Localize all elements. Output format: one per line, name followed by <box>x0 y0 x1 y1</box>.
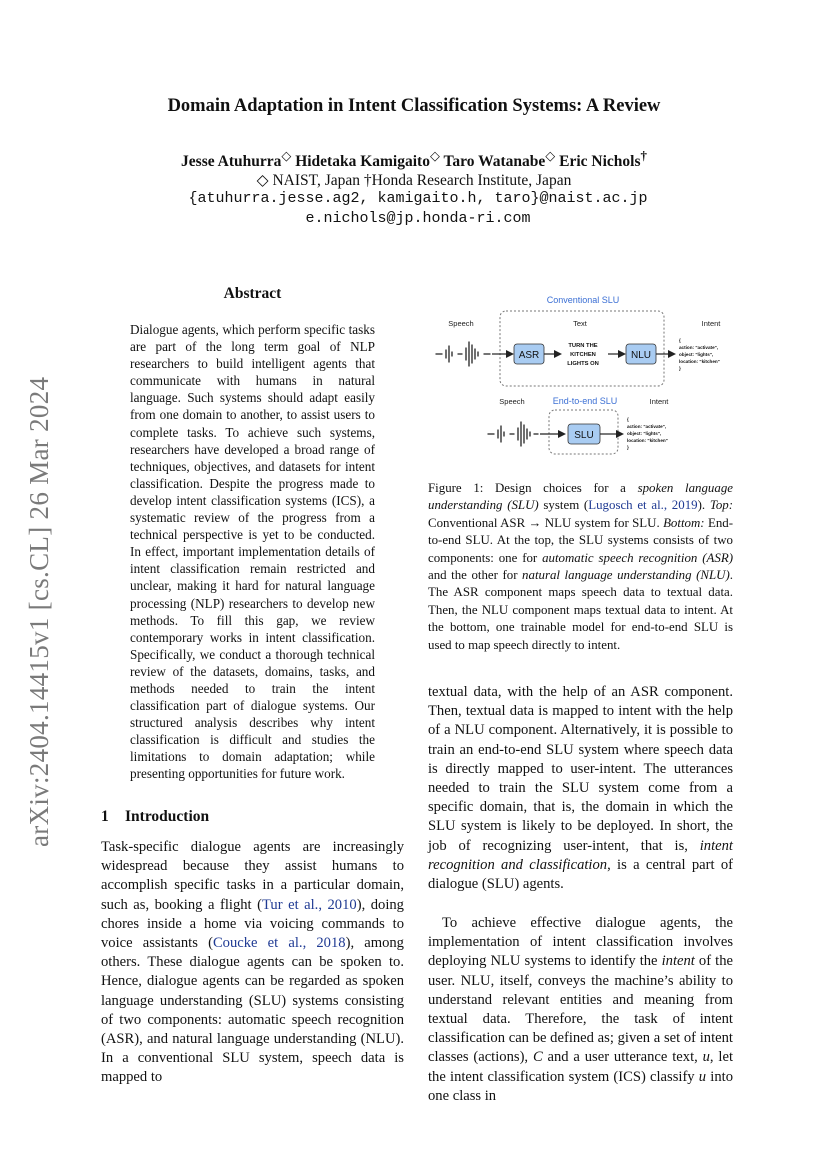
figure-caption: Figure 1: Design choices for a spoken language understanding (SLU) system (Lugosch et al., 2019). Top: Conventional ASR → NLU system for SLU. Bottom: End-to-end SLU. At the top, the SLU systems consists of two components: one for automatic speech recognition (ASR) and the other for natural language understanding (NLU). The ASR component maps speech data to textual data. Then, the NLU component maps textual data to intent. At the bottom, one trainable model for end-to-end SLU is used to map speech directly to intent. <box>428 481 733 652</box>
author-list: Jesse Atuhurra◇ Hidetaka Kamigaito◇ Taro Watanabe◇ Eric Nichols† <box>181 148 647 171</box>
intent-label: Intent <box>649 397 669 406</box>
arrow-icon <box>608 350 626 358</box>
arrow-icon <box>492 350 514 358</box>
section-heading: 1 Introduction <box>101 808 210 825</box>
e2e-slu-label: End-to-end SLU <box>552 396 618 406</box>
conventional-slu-label: Conventional SLU <box>546 295 620 305</box>
email-line: {atuhurra.jesse.ag2, kamigaito.h, taro}@naist.ac.jp <box>188 190 648 207</box>
arrow-icon <box>544 350 562 358</box>
arrow-icon <box>600 430 624 438</box>
author-name: Taro Watanabe <box>443 153 546 171</box>
waveform-icon <box>436 342 490 366</box>
author-name: Jesse Atuhurra <box>181 153 282 171</box>
intent-json: } <box>679 366 681 371</box>
intent-json: location: "kitchen" <box>627 438 668 443</box>
intent-label: Intent <box>701 319 721 328</box>
speech-label: Speech <box>499 397 525 406</box>
intent-json: { <box>627 417 629 422</box>
paper-title: Domain Adaptation in Intent Classification Systems: A Review <box>167 96 661 116</box>
abstract-text: Dialogue agents, which perform specific tasks are part of the long term goal of NLP researchers to build intelligent agents that communicate with humans in natural language. Such systems should adapt easily from one domain to another, to assist users to complete tasks. To achieve such systems, researchers have developed a broad range of techniques, objectives, and datasets for intent classification. Despite the progress made to develop intent classification systems (ICS), a systematic review of the progress from a technical perspective is yet to be conducted. In effect, important implementation details of intent classification remain restricted and unclear, making it hard for natural language processing (NLP) researchers to develop new methods. To fill this gap, we review contemporary works in intent classification. Specifically, we conduct a thorough technical review of the datasets, domains, tasks, and methods needed to train the intent classification part of dialogue systems. Our structured analysis describes why intent classification is difficult and studies the limitations to domain adaptation; while presenting opportunities for future work. <box>130 322 375 782</box>
author-name: Eric Nichols <box>559 153 641 171</box>
speech-label: Speech <box>448 319 474 328</box>
author-name: Hidetaka Kamigaito <box>295 153 430 171</box>
intro-paragraph: To achieve effective dialogue agents, the implementation of intent classification involves deploying NLU systems to identify the intent of the user. NLU, itself, conveys the machine’s ability to understand relevant entities and meaning from textual data. Therefore, the task of intent classification can be defined as; given a set of intent classes (actions), C and a user utterance text, u, let the intent classification system (ICS) classify u into one class in <box>428 915 734 1104</box>
nlu-label: NLU <box>630 350 652 361</box>
email-line: e.nichols@jp.honda-ri.com <box>305 210 531 227</box>
turn-text: TURN THE <box>568 343 598 349</box>
intent-json: { <box>679 338 681 343</box>
intent-json: object: "lights", <box>627 431 662 436</box>
arrow-icon <box>656 350 676 358</box>
intent-json: action: "activate", <box>627 424 667 429</box>
turn-text: KITCHEN <box>570 352 596 358</box>
figure-slu-diagram <box>428 290 738 470</box>
intent-json: } <box>627 445 629 450</box>
intent-json: object: "lights", <box>679 352 714 357</box>
intro-paragraph: Task-specific dialogue agents are increasingly widespread because they assist humans to accomplish specific tasks in a particular domain, such as, booking a flight (Tur et al., 2010), doing chores inside a home via voicing commands to voice assistants (Coucke et al., 2018), among others. These dialogue agents can be spoken to. Hence, dialogue agents can be regarded as spoken language understanding (SLU) systems consisting of two components: automatic speech recognition (ASR), and natural language understanding (NLU). In a conventional SLU system, speech data is mapped to <box>101 839 404 1086</box>
abstract-heading: Abstract <box>223 285 282 302</box>
asr-label: ASR <box>518 350 540 361</box>
citation-link[interactable]: Coucke et al., 2018 <box>212 935 346 952</box>
citation-link[interactable]: Lugosch et al., 2019 <box>588 498 698 513</box>
affiliation: ◇ NAIST, Japan †Honda Research Institute, Japan <box>256 172 572 189</box>
arxiv-stamp: arXiv:2404.14415v1 [cs.CL] 26 Mar 2024 <box>24 376 54 847</box>
arrow-icon <box>540 430 566 438</box>
intent-json: action: "activate", <box>679 345 719 350</box>
waveform-icon <box>488 422 538 446</box>
text-label: Text <box>573 319 587 328</box>
intent-json: location: "kitchen" <box>679 359 720 364</box>
slu-label: SLU <box>574 430 594 441</box>
intro-paragraph-continued: textual data, with the help of an ASR component. Then, textual data is mapped to intent with the help of a NLU component. Alternatively, it is possible to train an end-to-end SLU system where speech data is directly mapped to user-intent. The utterances needed to train the SLU system come from a specific domain, that is, the domain in which the SLU system is likely to be deployed. In short, the job of recognizing user-intent, that is, intent recognition and classification, is a central part of dialogue (SLU) agents. <box>428 684 733 893</box>
citation-link[interactable]: Tur et al., 2010 <box>262 896 357 913</box>
turn-text: LIGHTS ON <box>567 361 599 367</box>
